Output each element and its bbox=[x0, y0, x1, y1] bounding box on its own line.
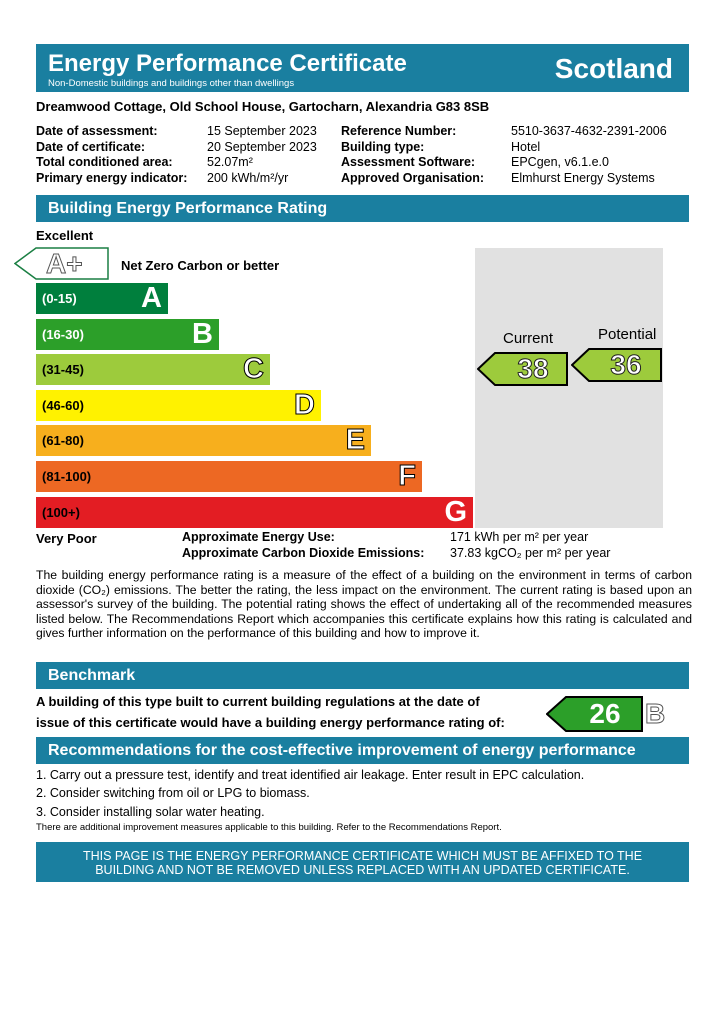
region-label: Scotland bbox=[554, 53, 673, 84]
band-g bbox=[36, 497, 473, 528]
band-a bbox=[36, 283, 168, 314]
carbon-emissions-label: Approximate Carbon Dioxide Emissions: bbox=[182, 545, 425, 560]
benchmark-text-line1: A building of this type built to current building regulations at the date of bbox=[36, 694, 480, 709]
detail-value: 5510-3637-4632-2391-2006 bbox=[511, 124, 667, 138]
rating-side-panel bbox=[475, 248, 663, 528]
band-letter: A bbox=[141, 282, 162, 314]
band-letter: E bbox=[345, 424, 365, 456]
details-right-values bbox=[511, 124, 667, 186]
detail-label: Date of certificate: bbox=[36, 139, 146, 154]
footer-line1: THIS PAGE IS THE ENERGY PERFORMANCE CERTIFICATE WHICH MUST BE AFFIXED TO THE bbox=[82, 849, 643, 863]
certificate-subtitle: Non-Domestic buildings and buildings other than dwellings bbox=[48, 78, 295, 89]
very-poor-label: Very Poor bbox=[36, 531, 97, 546]
band-letter: C bbox=[243, 353, 264, 385]
detail-value: EPCgen, v6.1.e.0 bbox=[511, 155, 609, 169]
recommendation-item: 3. Consider installing solar water heating. bbox=[36, 805, 265, 819]
band-e bbox=[36, 425, 371, 456]
band-range: (31-45) bbox=[42, 362, 84, 377]
detail-label: Building type: bbox=[341, 139, 425, 154]
detail-label: Approved Organisation: bbox=[341, 170, 485, 185]
rating-section-header: Building Energy Performance Rating bbox=[36, 195, 689, 222]
footer-line2: BUILDING AND NOT BE REMOVED UNLESS REPLACED WITH AN UPDATED CERTIFICATE. bbox=[95, 863, 630, 877]
recommendation-item: 2. Consider switching from oil or LPG to biomass. bbox=[36, 786, 310, 800]
band-letter: F bbox=[398, 460, 416, 492]
carbon-emissions-value: 37.83 kgCO₂ per m² per year bbox=[450, 545, 611, 560]
potential-label: Potential bbox=[598, 326, 657, 343]
benchmark-letter: B bbox=[645, 698, 666, 729]
certificate-title: Energy Performance Certificate bbox=[48, 50, 407, 77]
recommendations-note: There are additional improvement measures applicable to this building. Refer to the Recommendations Report. bbox=[36, 822, 502, 833]
recommendation-item: 1. Carry out a pressure test, identify and treat identified air leakage. Enter result in EPC calculation. bbox=[36, 768, 585, 782]
current-rating-value: 38 bbox=[517, 353, 549, 384]
detail-value: Elmhurst Energy Systems bbox=[511, 170, 655, 185]
detail-label: Primary energy indicator: bbox=[36, 170, 188, 185]
band-range: (16-30) bbox=[42, 327, 84, 342]
property-address: Dreamwood Cottage, Old School House, Gartocharn, Alexandria G83 8SB bbox=[36, 99, 490, 114]
certificate-header bbox=[36, 44, 689, 92]
potential-rating-value: 36 bbox=[610, 349, 642, 380]
detail-value: Hotel bbox=[511, 139, 541, 154]
details-left-labels bbox=[36, 124, 187, 186]
band-range: (81-100) bbox=[42, 469, 92, 484]
energy-use-labels bbox=[182, 530, 424, 561]
certificate-footer bbox=[36, 842, 689, 882]
band-d bbox=[36, 390, 321, 421]
band-letter: D bbox=[294, 389, 315, 421]
recommendations-header: Recommendations for the cost-effective improvement of energy performance bbox=[36, 737, 689, 764]
detail-value: 15 September 2023 bbox=[207, 124, 317, 138]
detail-label: Assessment Software: bbox=[341, 155, 476, 169]
detail-label: Reference Number: bbox=[341, 124, 457, 138]
benchmark-text-line2: issue of this certificate would have a building energy performance rating of: bbox=[36, 715, 505, 730]
band-f bbox=[36, 461, 422, 492]
rating-description: The building energy performance rating is a measure of the effect of a building on the environment in terms of carbon dioxide (CO₂) emissions. The better the rating, the less impact on the environment. The current rating is based upon an assessor's survey of the building. The potential rating shows the effect of undertaking all of the recommended measures listed below. The Recommendations Report which accompanies this certificate explains how this rating is calculated and gives further information on the performance of this building and how to improve it. bbox=[36, 568, 692, 641]
energy-use-values bbox=[450, 530, 610, 561]
detail-value: 200 kWh/m²/yr bbox=[207, 170, 289, 185]
band-c bbox=[36, 354, 270, 385]
detail-label: Total conditioned area: bbox=[36, 155, 173, 169]
band-range: (46-60) bbox=[42, 398, 84, 413]
benchmark-value: 26 bbox=[589, 698, 621, 729]
aplus-letter: A+ bbox=[46, 248, 83, 279]
band-letter: G bbox=[444, 496, 467, 528]
band-range: (0-15) bbox=[42, 291, 77, 306]
energy-use-value: 171 kWh per m² per year bbox=[450, 530, 589, 544]
band-letter: B bbox=[192, 318, 213, 350]
detail-value: 20 September 2023 bbox=[207, 139, 317, 154]
detail-value: 52.07m² bbox=[207, 155, 253, 169]
detail-label: Date of assessment: bbox=[36, 124, 158, 138]
band-range: (61-80) bbox=[42, 433, 84, 448]
band-range: (100+) bbox=[42, 505, 80, 520]
details-left-values bbox=[207, 124, 317, 186]
details-right-labels bbox=[341, 124, 484, 186]
energy-use-label: Approximate Energy Use: bbox=[182, 530, 335, 544]
band-b bbox=[36, 319, 219, 350]
excellent-label: Excellent bbox=[36, 228, 94, 243]
aplus-description: Net Zero Carbon or better bbox=[121, 258, 280, 273]
current-label: Current bbox=[503, 330, 554, 347]
benchmark-header: Benchmark bbox=[36, 662, 689, 689]
